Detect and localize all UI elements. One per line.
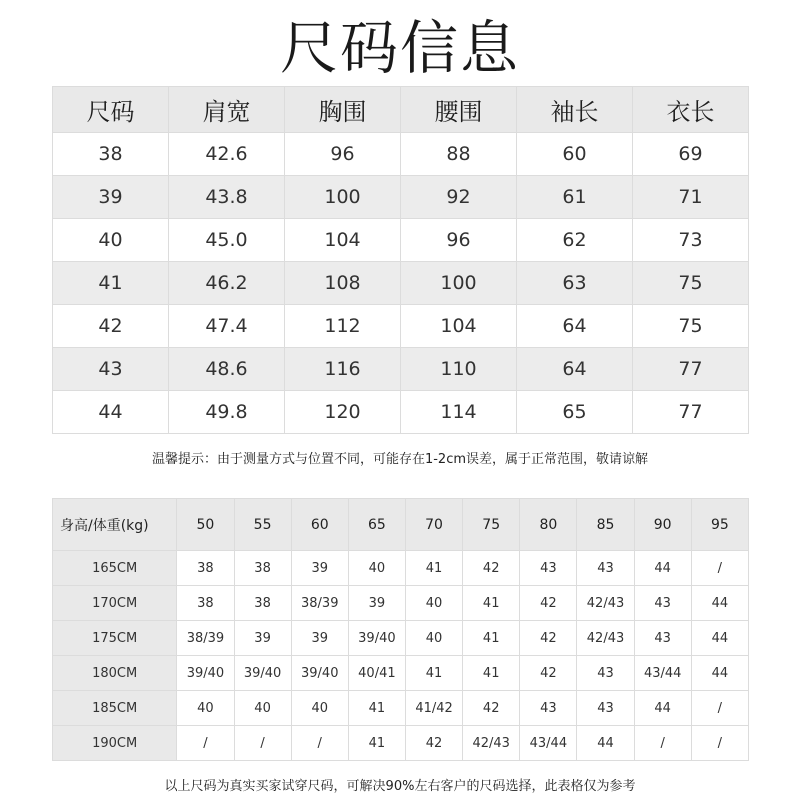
table-cell: 65 — [517, 391, 633, 434]
table-cell: 75 — [633, 262, 749, 305]
table-cell: 108 — [285, 262, 401, 305]
table-cell: 39 — [234, 621, 291, 656]
weight-header: 75 — [463, 499, 520, 551]
header-waist: 腰围 — [401, 87, 517, 133]
table-cell: 38 — [234, 551, 291, 586]
size-table-body — [53, 133, 749, 434]
table-cell: 112 — [285, 305, 401, 348]
table-cell: 40 — [234, 691, 291, 726]
table-cell: 39/40 — [291, 656, 348, 691]
table-cell: / — [691, 691, 748, 726]
table-cell: 96 — [401, 219, 517, 262]
table-cell: 40/41 — [348, 656, 405, 691]
table-cell: 42 — [405, 726, 462, 761]
table-cell: 38/39 — [177, 621, 234, 656]
weight-header: 80 — [520, 499, 577, 551]
header-shoulder: 肩宽 — [169, 87, 285, 133]
weight-header: 85 — [577, 499, 634, 551]
table-cell: 41/42 — [405, 691, 462, 726]
table-cell: 60 — [517, 133, 633, 176]
table-cell: 40 — [348, 551, 405, 586]
table-cell: 40 — [405, 586, 462, 621]
table-cell: 41 — [463, 586, 520, 621]
weight-header: 90 — [634, 499, 691, 551]
table-cell: 39/40 — [348, 621, 405, 656]
height-label: 180CM — [53, 656, 177, 691]
table-row — [53, 621, 749, 656]
table-cell: 42/43 — [577, 621, 634, 656]
table-cell: 44 — [577, 726, 634, 761]
table-cell: 39 — [291, 621, 348, 656]
height-label: 190CM — [53, 726, 177, 761]
table-cell: 38 — [53, 133, 169, 176]
table-cell: 38 — [177, 551, 234, 586]
table-cell: 42/43 — [463, 726, 520, 761]
table-cell: 47.4 — [169, 305, 285, 348]
table-row — [53, 176, 749, 219]
table-cell: 41 — [405, 551, 462, 586]
reference-note: 以上尺码为真实买家试穿尺码，可解决90%左右客户的尺码选择，此表格仅为参考 — [164, 779, 636, 794]
table-cell: 42 — [463, 551, 520, 586]
table-cell: 41 — [405, 656, 462, 691]
table-cell: 44 — [53, 391, 169, 434]
table-cell: 42 — [53, 305, 169, 348]
table-cell: 38 — [177, 586, 234, 621]
table-cell: / — [234, 726, 291, 761]
table-cell: / — [691, 726, 748, 761]
table-cell: 43 — [634, 586, 691, 621]
table-cell: 69 — [633, 133, 749, 176]
table-cell: 43 — [53, 348, 169, 391]
table-cell: 42 — [520, 621, 577, 656]
table-cell: 71 — [633, 176, 749, 219]
table-cell: 43/44 — [520, 726, 577, 761]
table-row — [53, 656, 749, 691]
table-cell: 43 — [634, 621, 691, 656]
header-sleeve: 袖长 — [517, 87, 633, 133]
weight-header: 55 — [234, 499, 291, 551]
table-cell: 104 — [285, 219, 401, 262]
header-height-weight: 身高/体重(kg) — [53, 499, 177, 551]
table-cell: 42.6 — [169, 133, 285, 176]
table-cell: 120 — [285, 391, 401, 434]
weight-header: 70 — [405, 499, 462, 551]
table-cell: 40 — [53, 219, 169, 262]
header-chest: 胸围 — [285, 87, 401, 133]
table-row — [53, 262, 749, 305]
table-cell: 42 — [520, 656, 577, 691]
table-cell: 44 — [634, 551, 691, 586]
table-cell: 41 — [348, 691, 405, 726]
table-cell: 41 — [463, 656, 520, 691]
table-cell: 39 — [291, 551, 348, 586]
table-cell: 64 — [517, 305, 633, 348]
table-cell: 41 — [53, 262, 169, 305]
table-cell: 114 — [401, 391, 517, 434]
table-cell: 73 — [633, 219, 749, 262]
table-cell: 42 — [463, 691, 520, 726]
recommend-table-body — [53, 551, 749, 761]
table-cell: 61 — [517, 176, 633, 219]
table-cell: 104 — [401, 305, 517, 348]
table-cell: 88 — [401, 133, 517, 176]
table-row — [53, 586, 749, 621]
table-row — [53, 348, 749, 391]
table-cell: 96 — [285, 133, 401, 176]
table-row — [53, 219, 749, 262]
recommend-table — [52, 498, 749, 761]
table-row — [53, 551, 749, 586]
size-table-header-row — [53, 87, 749, 133]
table-cell: 38 — [234, 586, 291, 621]
table-cell: 43 — [520, 691, 577, 726]
table-cell: 44 — [691, 621, 748, 656]
table-cell: 39 — [53, 176, 169, 219]
tolerance-note: 温馨提示：由于测量方式与位置不同，可能存在1-2cm误差，属于正常范围，敬请谅解 — [151, 452, 649, 467]
table-cell: 64 — [517, 348, 633, 391]
table-cell: 116 — [285, 348, 401, 391]
weight-header: 50 — [177, 499, 234, 551]
table-cell: 100 — [285, 176, 401, 219]
table-cell: 43/44 — [634, 656, 691, 691]
table-cell: 48.6 — [169, 348, 285, 391]
weight-header: 95 — [691, 499, 748, 551]
height-label: 175CM — [53, 621, 177, 656]
table-cell: 41 — [348, 726, 405, 761]
table-cell: 40 — [291, 691, 348, 726]
weight-header: 65 — [348, 499, 405, 551]
header-length: 衣长 — [633, 87, 749, 133]
table-row — [53, 726, 749, 761]
table-cell: 63 — [517, 262, 633, 305]
table-cell: 75 — [633, 305, 749, 348]
table-cell: 38/39 — [291, 586, 348, 621]
table-cell: 39/40 — [177, 656, 234, 691]
table-cell: 44 — [634, 691, 691, 726]
page-title: 尺码信息 — [279, 14, 520, 82]
weight-header: 60 — [291, 499, 348, 551]
table-cell: 40 — [177, 691, 234, 726]
table-cell: 42/43 — [577, 586, 634, 621]
height-label: 185CM — [53, 691, 177, 726]
table-cell: 42 — [520, 586, 577, 621]
table-row — [53, 391, 749, 434]
table-cell: 43 — [577, 691, 634, 726]
table-cell: 110 — [401, 348, 517, 391]
table-cell: 46.2 — [169, 262, 285, 305]
table-cell: 43 — [520, 551, 577, 586]
table-row — [53, 691, 749, 726]
table-cell: 92 — [401, 176, 517, 219]
table-cell: 77 — [633, 391, 749, 434]
table-cell: 43 — [577, 656, 634, 691]
table-cell: / — [691, 551, 748, 586]
table-cell: 41 — [463, 621, 520, 656]
table-cell: 100 — [401, 262, 517, 305]
header-size: 尺码 — [53, 87, 169, 133]
table-cell: 45.0 — [169, 219, 285, 262]
size-table — [52, 86, 749, 434]
table-cell: / — [291, 726, 348, 761]
table-cell: 49.8 — [169, 391, 285, 434]
table-row — [53, 133, 749, 176]
table-cell: 62 — [517, 219, 633, 262]
table-row — [53, 305, 749, 348]
table-cell: 77 — [633, 348, 749, 391]
table-cell: 44 — [691, 656, 748, 691]
table-cell: 43 — [577, 551, 634, 586]
height-label: 170CM — [53, 586, 177, 621]
recommend-table-header-row — [53, 499, 749, 551]
height-label: 165CM — [53, 551, 177, 586]
table-cell: 39 — [348, 586, 405, 621]
table-cell: 40 — [405, 621, 462, 656]
table-cell: / — [177, 726, 234, 761]
table-cell: / — [634, 726, 691, 761]
table-cell: 44 — [691, 586, 748, 621]
table-cell: 43.8 — [169, 176, 285, 219]
table-cell: 39/40 — [234, 656, 291, 691]
